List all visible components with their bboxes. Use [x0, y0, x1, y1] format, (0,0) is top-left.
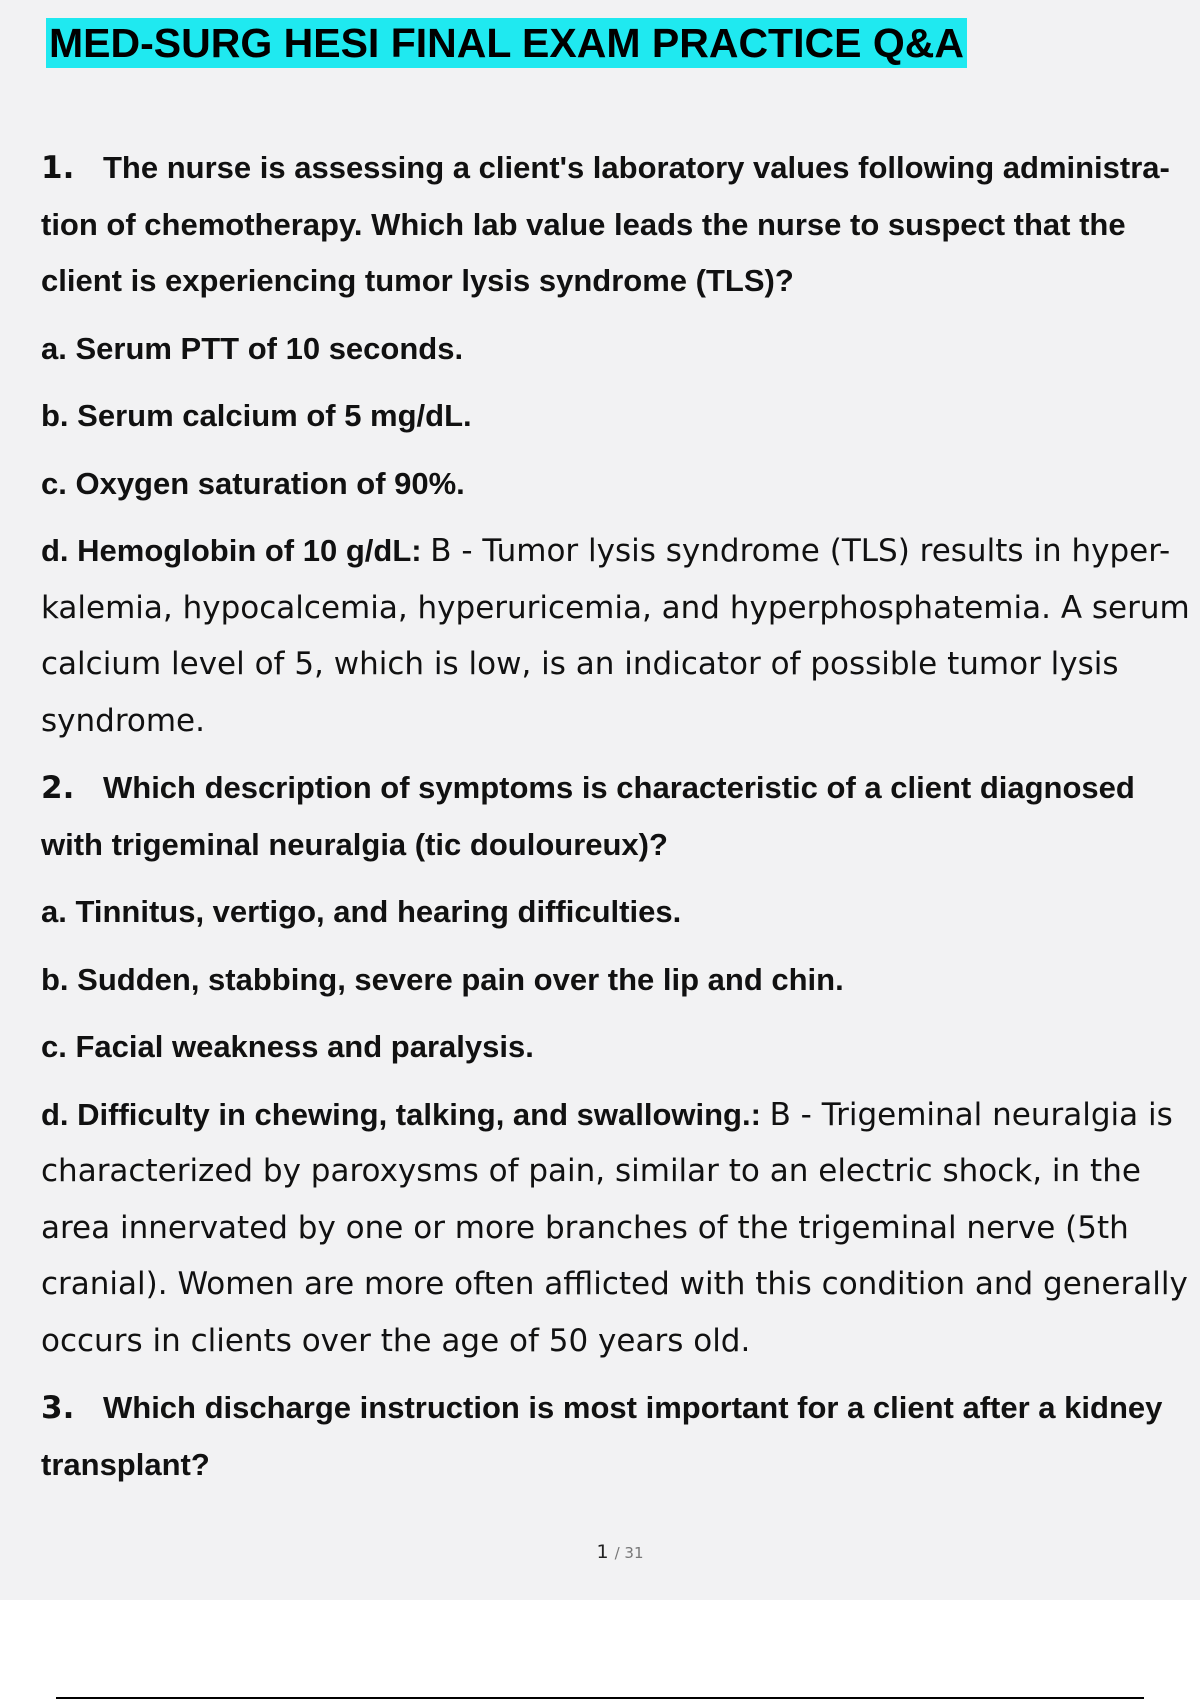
option-c: c. Oxygen saturation of 90%.	[41, 465, 465, 501]
option-b: b. Serum calcium of 5 mg/dL.	[41, 398, 472, 433]
answer-rationale: B - Trigeminal neuralgia is characterized by paroxysms of pain, similar to an electric shock, in the area innervated by one or more branches of the trigeminal nerve (5th cranial). Women are more often afflicted with this condition and generally occurs in clients over the age of 50 years old.	[41, 1096, 1188, 1359]
option-d-with-answer	[41, 1087, 1191, 1370]
question-1	[41, 140, 1191, 310]
option-a: a. Serum PTT of 10 seconds.	[41, 330, 464, 366]
current-page: 1	[596, 1541, 609, 1563]
option-b: b. Sudden, stabbing, severe pain over the lip and chin.	[41, 961, 844, 997]
question-3	[41, 1380, 1191, 1493]
page-indicator	[0, 1541, 1200, 1563]
option-d: d. Difficulty in chewing, talking, and swallowing.:	[41, 1096, 761, 1132]
question-text: Which description of symptoms is characteristic of a client diagnosed with trigeminal neuralgia (tic douloureux)?	[41, 770, 1135, 862]
total-pages: / 31	[614, 1544, 644, 1562]
question-list	[41, 140, 1191, 1504]
document-title: MED-SURG HESI FINAL EXAM PRACTICE Q&A	[46, 18, 967, 68]
question-text: The nurse is assessing a client's laboratory values following administra- tion of chemotherapy. Which lab value leads the nurse to suspect that the client is experiencing tumor lysis syndrome (TLS)?	[41, 150, 1170, 298]
question-text: Which discharge instruction is most important for a client after a kidney transplant?	[41, 1390, 1163, 1482]
question-number: 1.	[41, 150, 75, 186]
page-divider	[56, 1697, 1144, 1699]
answer-rationale: B - Tumor lysis syndrome (TLS) results in hyper- kalemia, hypocalcemia, hyperuricemia, and hyperphosphatemia. A serum calcium level of 5, which is low, is an indicator of possible tumor lysis syndrome.	[41, 533, 1190, 739]
option-d-with-answer	[41, 523, 1191, 749]
option-a: a. Tinnitus, vertigo, and hearing difficulties.	[41, 894, 682, 929]
question-number: 3.	[41, 1390, 75, 1426]
option-d: d. Hemoglobin of 10 g/dL:	[41, 533, 422, 568]
question-2	[41, 760, 1191, 873]
question-number: 2.	[41, 770, 75, 806]
option-c: c. Facial weakness and paralysis.	[41, 1029, 534, 1064]
